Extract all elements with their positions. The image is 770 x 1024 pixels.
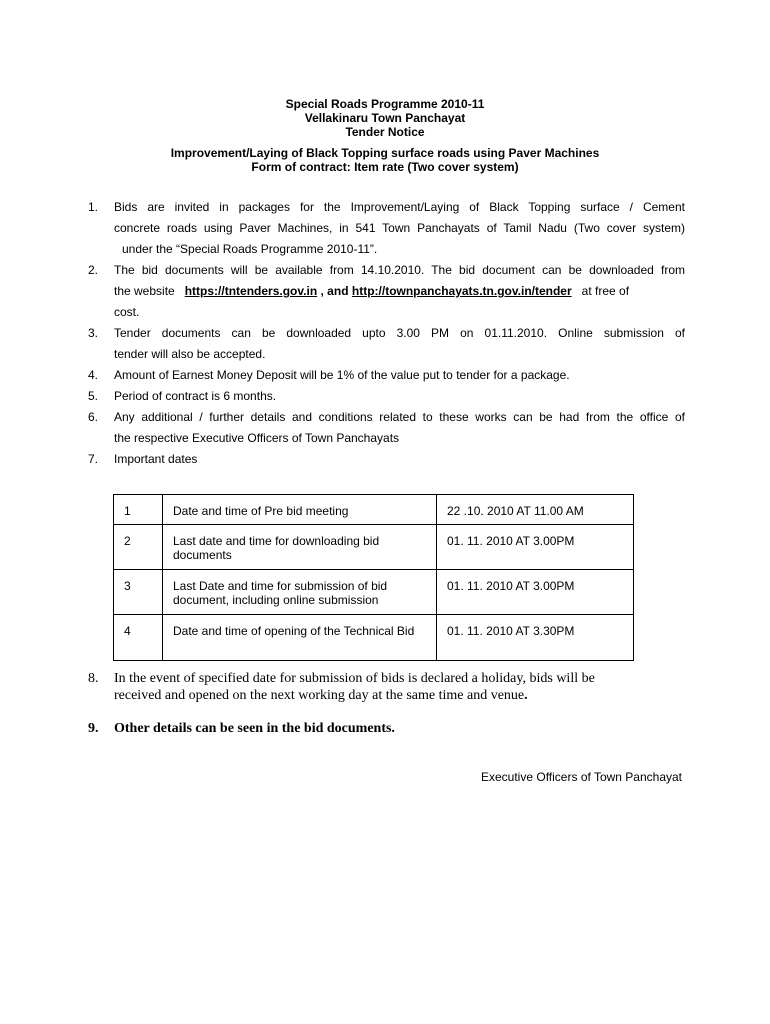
item-number: 3. — [88, 326, 99, 340]
item-line: the respective Executive Officers of Town Panchayats — [114, 431, 400, 445]
list-item-7 — [88, 449, 685, 470]
item-number: 9. — [88, 721, 99, 736]
notice-title: Tender Notice — [345, 125, 425, 139]
list-item-1 — [88, 197, 685, 260]
panchayat-name: Vellakinaru Town Panchayat — [304, 111, 466, 125]
item-line: The bid documents will be available from 14.10.2010. The bid document can be downloaded from — [114, 263, 685, 277]
table-row — [114, 615, 634, 661]
table-cell-date: 01. 11. 2010 AT 3.00PM — [437, 525, 634, 570]
item-line: under the “Special Roads Programme 2010-11”. — [122, 242, 378, 256]
table-row — [114, 525, 634, 570]
item-line: Period of contract is 6 months. — [114, 389, 277, 403]
list-item-9 — [88, 720, 688, 737]
item-line: cost. — [114, 305, 140, 319]
item-line — [114, 687, 688, 704]
item-line-end: . — [524, 688, 528, 703]
item-line: Important dates — [114, 452, 198, 466]
work-title: Improvement/Laying of Black Topping surface roads using Paver Machines — [170, 146, 600, 160]
important-dates-table — [113, 494, 634, 661]
table-row — [114, 570, 634, 615]
list-item-6 — [88, 407, 685, 449]
item-line: Bids are invited in packages for the Improvement/Laying of Black Topping surface / Cement — [114, 200, 685, 214]
table-cell-sl: 4 — [114, 615, 163, 661]
item-number: 1. — [88, 200, 99, 214]
free-of-text: at free of — [581, 284, 630, 298]
table-cell-sl: 1 — [114, 495, 163, 525]
item-number: 8. — [88, 671, 99, 686]
table-cell-date: 22 .10. 2010 AT 11.00 AM — [437, 495, 634, 525]
list-item-5 — [88, 386, 685, 407]
tntenders-link[interactable]: https://tntenders.gov.in — [184, 284, 318, 298]
item-line: concrete roads using Paver Machines, in 541 Town Panchayats of Tamil Nadu (Two cover system) — [114, 221, 685, 235]
table-cell-date: 01. 11. 2010 AT 3.00PM — [437, 570, 634, 615]
list-item-3 — [88, 323, 685, 365]
item-line-text: received and opened on the next working day at the same time and venue — [114, 688, 525, 703]
table-cell-sl: 3 — [114, 570, 163, 615]
table-cell-event: Last Date and time for submission of bid document, including online submission — [163, 570, 437, 615]
item-line: Tender documents can be downloaded upto 3.00 PM on 01.11.2010. Online submission of — [114, 326, 685, 340]
item-line — [114, 281, 685, 302]
table-cell-event: Last date and time for downloading bid documents — [163, 525, 437, 570]
item-line: Other details can be seen in the bid documents. — [114, 721, 395, 736]
table-cell-date: 01. 11. 2010 AT 3.30PM — [437, 615, 634, 661]
table-cell-sl: 2 — [114, 525, 163, 570]
item-line: Amount of Earnest Money Deposit will be 1% of the value put to tender for a package. — [114, 368, 570, 382]
contract-form: Form of contract: Item rate (Two cover system) — [251, 160, 519, 174]
table-cell-event: Date and time of Pre bid meeting — [163, 495, 437, 525]
townpanchayats-link[interactable]: http://townpanchayats.tn.gov.in/tender — [351, 284, 572, 298]
item-number: 5. — [88, 389, 99, 403]
and-text: , and — [320, 284, 349, 298]
item-line: Any additional / further details and conditions related to these works can be had from the office of — [114, 410, 685, 424]
item-number: 4. — [88, 368, 99, 382]
website-prefix: the website — [114, 284, 175, 298]
item-line: In the event of specified date for submission of bids is declared a holiday, bids will be — [114, 671, 595, 686]
item-number: 2. — [88, 263, 99, 277]
table-row — [114, 495, 634, 525]
list-item-8 — [88, 670, 688, 704]
signature: Executive Officers of Town Panchayat — [481, 770, 682, 784]
list-item-4 — [88, 365, 685, 386]
programme-title: Special Roads Programme 2010-11 — [285, 97, 485, 111]
item-number: 7. — [88, 452, 99, 466]
item-line: tender will also be accepted. — [114, 347, 266, 361]
table-cell-event: Date and time of opening of the Technical Bid — [163, 615, 437, 661]
list-item-2 — [88, 260, 685, 323]
item-number: 6. — [88, 410, 99, 424]
